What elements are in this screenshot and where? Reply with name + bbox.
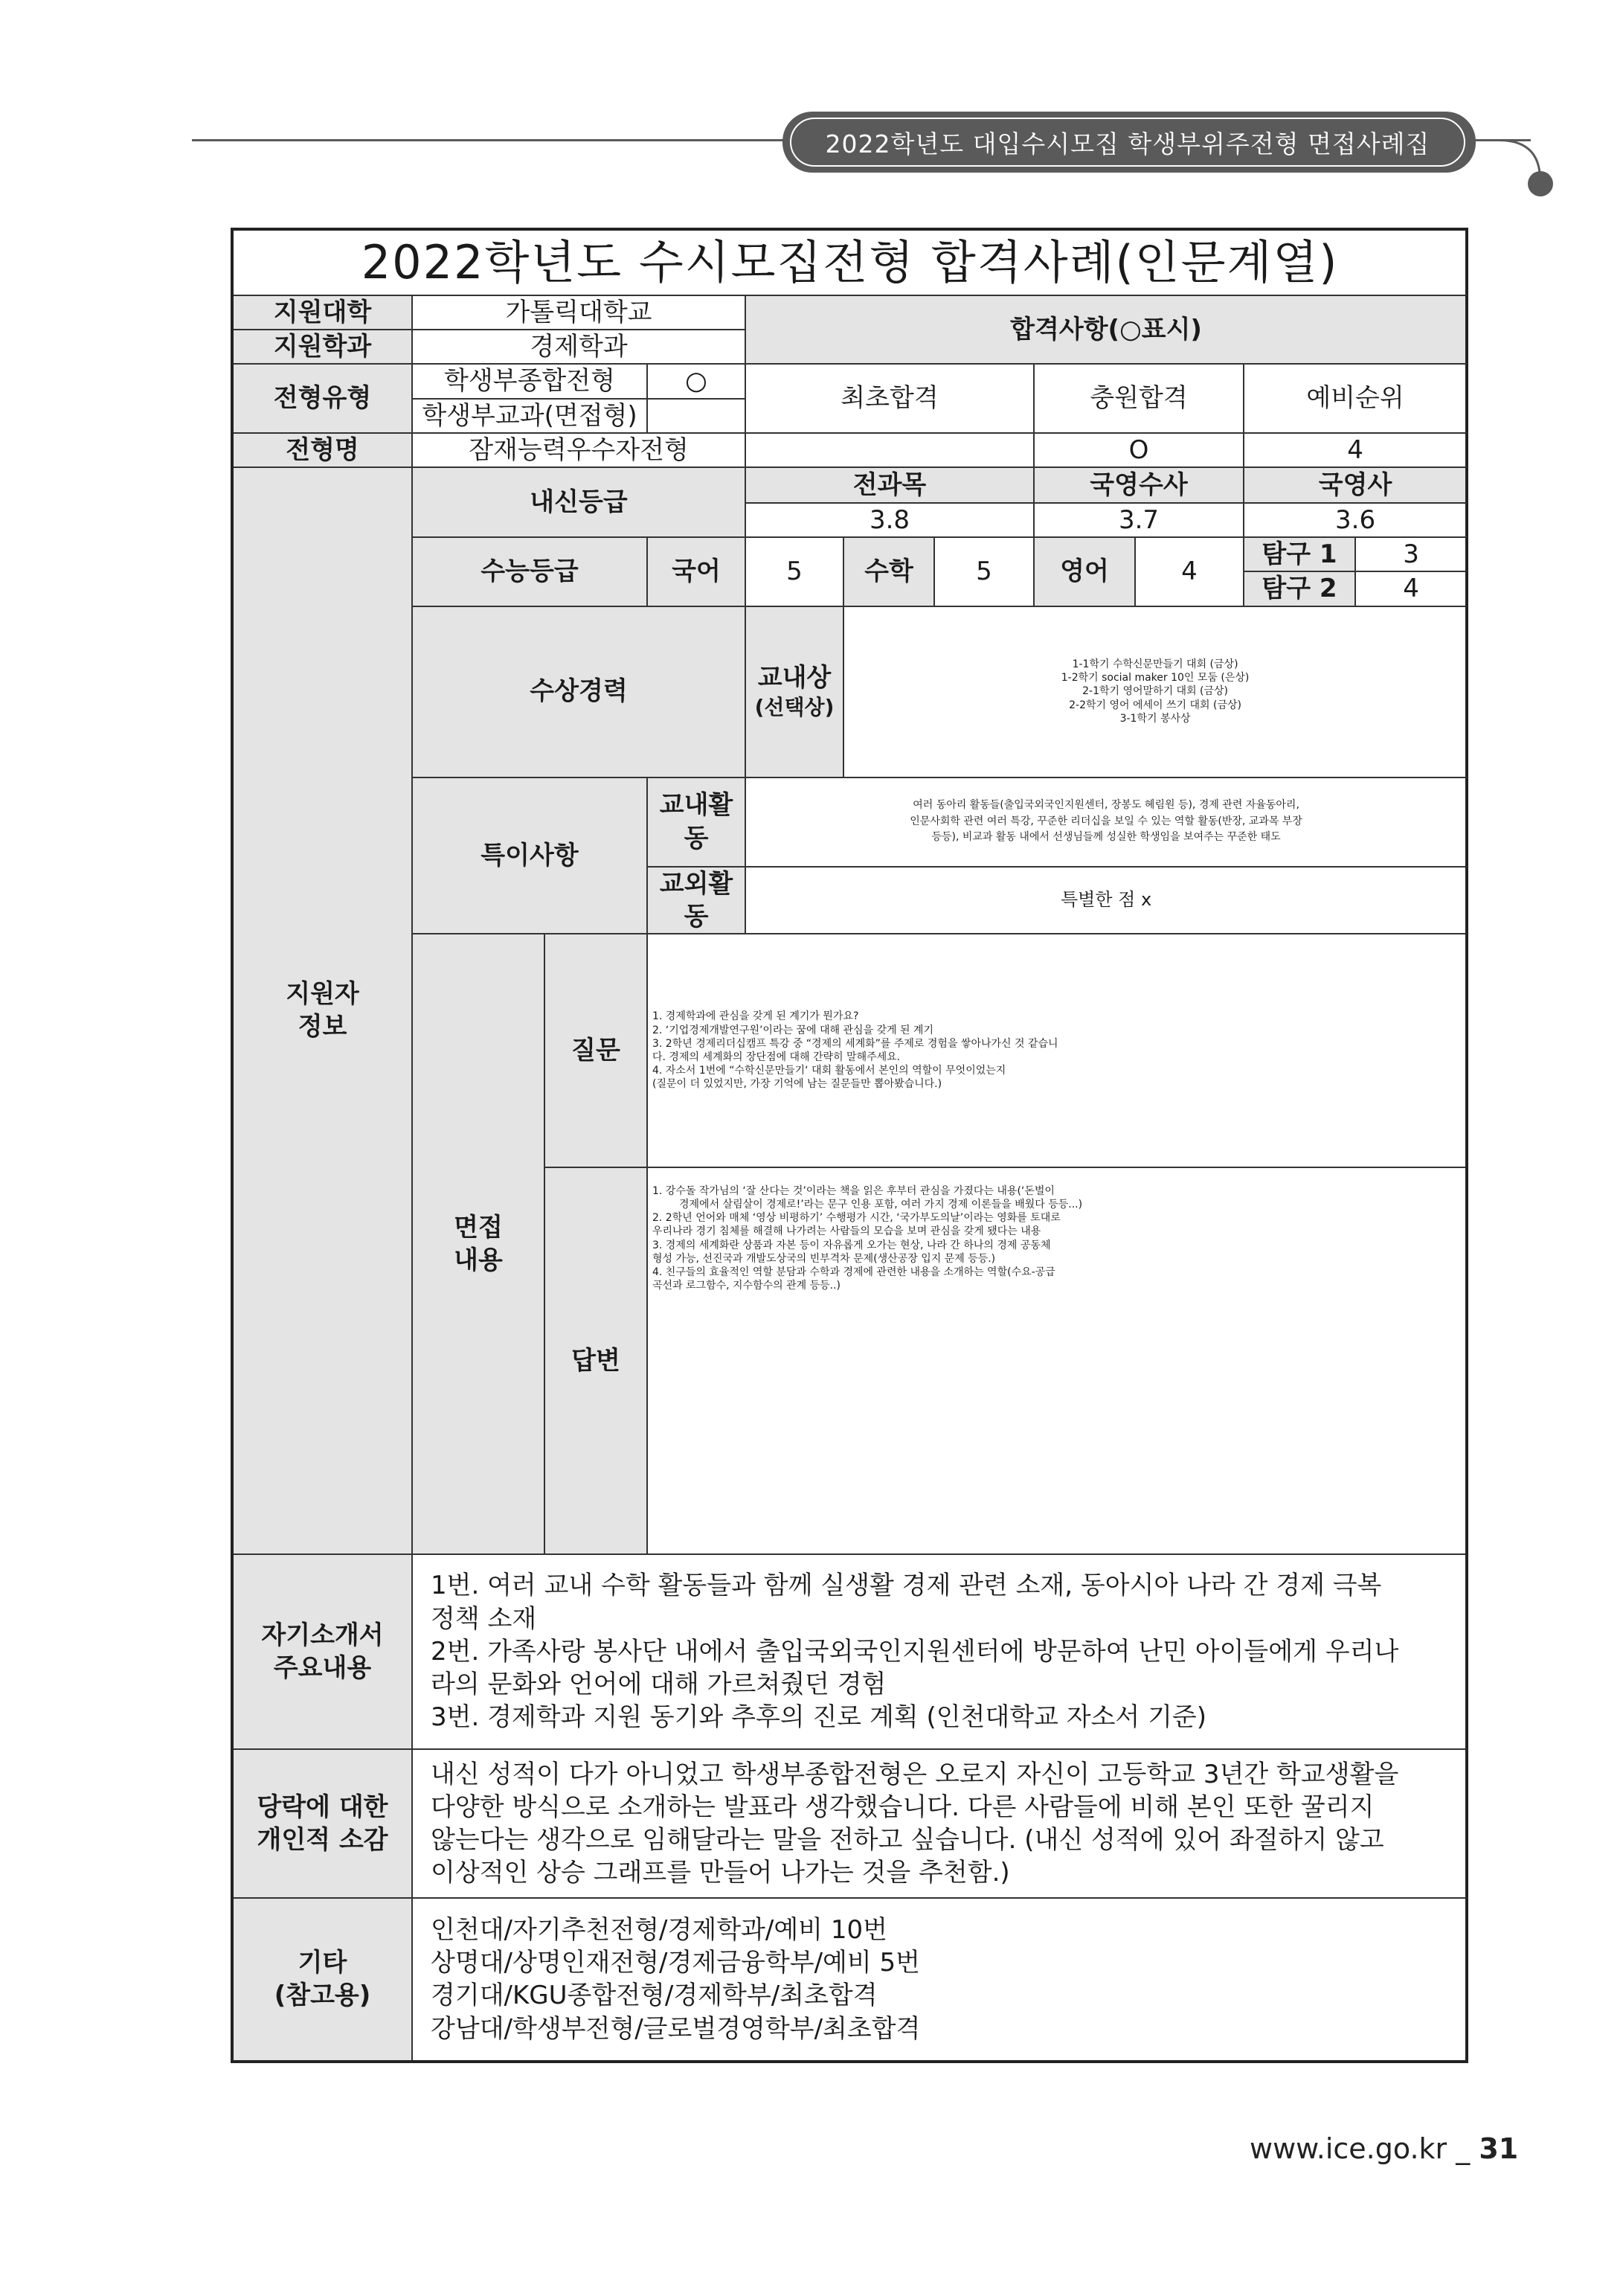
award-item: 1-1학기 수학신문만들기 대회 (금상) [1072,658,1238,671]
result-value-3: 4 [1244,433,1467,467]
answer-line: 1. 강수돌 작가님의 ‘잘 산다는 것’이라는 책을 읽은 후부터 관심을 가졌다는 내용(‘돈벌이 [652,1184,1055,1197]
award-list [843,606,1467,777]
question-line: 다. 경제의 세계화의 장단점에 대해 간략히 말해주세요. [652,1051,901,1063]
self-intro-line: 3번. 경제학과 지원 동기와 추후의 진로 계획 (인천대학교 자소서 기준) [431,1702,1207,1733]
question-line: (질문이 더 있었지만, 가장 기억에 남는 질문들만 뽑아봤습니다.) [652,1078,942,1091]
etc-line: 경기대/KGU종합전형/경제학부/최초합격 [431,1981,878,2011]
etc-line: 상명대/상명인재전형/경제금융학부/예비 5번 [431,1948,920,1978]
gpa-label: 내신등급 [412,467,745,537]
answer-list [647,1167,1467,1554]
answer-line: 3. 경제의 세계화란 상품과 자본 등이 자유롭게 오가는 현상, 나라 간 하나의 경제 공동체 [652,1239,1051,1251]
etc-label-line-2: (참고용) [274,1981,371,2011]
interview-label [412,934,544,1554]
inq1-value: 3 [1355,537,1467,571]
interview-label-line-1: 면접 [454,1212,503,1242]
header-banner: 2022학년도 대입수시모집 학생부위주전형 면접사례집 [790,118,1465,167]
award-item: 2-2학기 영어 에세이 쓰기 대회 (금상) [1069,699,1241,711]
result-header: 합격사항(○표시) [745,295,1467,364]
opinion-line: 이상적인 상승 그래프를 만들어 나가는 것을 추천함.) [431,1858,1010,1888]
opinion-content [412,1749,1467,1898]
eng-label: 영어 [1034,537,1135,606]
self-intro-label-line-1: 자기소개서 [261,1620,384,1650]
award-sub-label [745,606,843,777]
self-intro-label [232,1554,412,1749]
gpa-col-1: 전과목 [745,467,1034,503]
result-value-1 [745,433,1034,467]
award-label: 수상경력 [412,606,745,777]
page-footer [1250,2132,1518,2165]
header-dot [1528,171,1553,196]
award-item: 3-1학기 봉사상 [1119,712,1191,725]
type-label: 전형유형 [232,364,412,432]
result-col-3: 예비순위 [1244,364,1467,432]
inschool-line: 여러 동아리 활동들(출입국외국인지원센터, 장봉도 혜림원 등), 경제 관련 자율동아리, [913,798,1299,811]
question-line: 4. 자소서 1번에 “수학신문만들기‘ 대회 활동에서 본인의 역할이 무엇이었는지 [652,1065,1006,1077]
type-option-2-mark [647,399,745,433]
answer-line: 4. 친구들의 효율적인 역할 분담과 수학과 경제에 관련한 내용을 소개하는 역할(수요-공급 [652,1266,1055,1278]
self-intro-line: 2번. 가족사랑 봉사단 내에서 출입국외국인지원센터에 방문하여 난민 아이들에게 우리나 [431,1636,1399,1667]
type-option-1: 학생부종합전형 [412,364,647,398]
footer-site-link[interactable]: www.ice.go.kr [1250,2132,1447,2165]
self-intro-content [412,1554,1467,1749]
name-label: 전형명 [232,433,412,467]
opinion-label-line-2: 개인적 소감 [257,1824,388,1855]
eng-value: 4 [1135,537,1244,606]
opinion-label-line-1: 당락에 대한 [257,1792,388,1822]
answer-line: 곡선과 로그함수, 지수함수의 관계 등등..) [652,1280,841,1292]
result-value-2: O [1034,433,1244,467]
csat-label: 수능등급 [412,537,647,606]
math-label: 수학 [843,537,934,606]
dept-label: 지원학과 [232,330,412,364]
interview-label-line-2: 내용 [454,1245,503,1275]
type-option-2: 학생부교과(면접형) [412,399,647,433]
opinion-label [232,1749,412,1898]
award-item: 1-2학기 social maker 10인 모둠 (은상) [1061,672,1250,684]
page-number: 31 [1479,2132,1519,2165]
answer-line: 경제에서 살림살이 경제로!’라는 문구 인용 포함, 여러 가지 경제 이론들을 배웠다 등등...) [679,1199,1083,1211]
inschool-line: 등등), 비교과 활동 내에서 선생님들께 성실한 학생임을 보여주는 꾸준한 태도 [931,831,1281,844]
answer-line: 형성 가능, 선진국과 개발도상국의 빈부격차 문제(생산공장 입지 문제 등등.) [652,1252,996,1265]
gpa-col-2: 국영수사 [1034,467,1244,503]
kor-value: 5 [745,537,843,606]
result-col-2: 충원합격 [1034,364,1244,432]
inq2-label: 탐구 2 [1244,571,1355,606]
award-sub-line-1: 교내상 [757,663,832,693]
question-label: 질문 [544,934,647,1167]
univ-label: 지원대학 [232,295,412,330]
profile-label-line-2: 정보 [298,1012,347,1042]
etc-label [232,1898,412,2062]
question-line: 3. 2학년 경제리더십캠프 특강 중 “경제의 세계화”를 주제로 경험을 쌓아나가신 것 같습니 [652,1037,1058,1050]
profile-label [232,467,412,1554]
inschool-value [745,777,1467,867]
outschool-value: 특별한 점 x [745,867,1467,934]
opinion-line: 내신 성적이 다가 아니었고 학생부종합전형은 오로지 자신이 고등학교 3년간 학교생활을 [431,1759,1399,1789]
profile-label-line-1: 지원자 [286,979,359,1010]
question-list [647,934,1467,1167]
question-line: 1. 경제학과에 관심을 갖게 된 계기가 뭔가요? [652,1010,859,1023]
univ-value: 가톨릭대학교 [412,295,745,330]
gpa-val-2: 3.7 [1034,503,1244,537]
answer-line: 우리나라 경기 침체를 해결해 나가려는 사람들의 모습을 보며 관심을 갖게 됐다는 내용 [652,1225,1041,1238]
inq2-value: 4 [1355,571,1467,606]
opinion-line: 않는다는 생각으로 임해달라는 말을 전하고 싶습니다. (내신 성적에 있어 좌절하지 않고 [431,1824,1384,1855]
award-item: 2-1학기 영어말하기 대회 (금상) [1082,685,1229,698]
award-sub-line-2: (선택상) [754,695,835,720]
self-intro-label-line-2: 주요내용 [273,1652,372,1683]
inschool-line: 인문사회학 관련 여러 특강, 꾸준한 리더십을 보일 수 있는 역할 활동(반장, 교과목 부장 [910,815,1302,827]
page-title: 2022학년도 수시모집전형 합격사례(인문계열) [232,229,1467,295]
outschool-label: 교외활동 [647,867,745,934]
self-intro-line: 라의 문화와 언어에 대해 가르쳐줬던 경험 [431,1669,887,1699]
inschool-label: 교내활동 [647,777,745,867]
dept-value: 경제학과 [412,330,745,364]
gpa-val-3: 3.6 [1244,503,1467,537]
self-intro-line: 정책 소재 [431,1603,537,1634]
gpa-col-3: 국영사 [1244,467,1467,503]
math-value: 5 [934,537,1034,606]
inq1-label: 탐구 1 [1244,537,1355,571]
opinion-line: 다양한 방식으로 소개하는 발표라 생각했습니다. 다른 사람들에 비해 본인 또한 꿀리지 [431,1792,1375,1822]
footer-separator: _ [1447,2132,1479,2165]
self-intro-line: 1번. 여러 교내 수학 활동들과 함께 실생활 경제 관련 소재, 동아시아 나라 간 경제 극복 [431,1571,1382,1601]
kor-label: 국어 [647,537,745,606]
type-option-1-mark: ○ [647,364,745,398]
case-table [231,228,1468,2063]
etc-label-line-1: 기타 [298,1948,347,1978]
answer-label: 답변 [544,1167,647,1554]
name-value: 잠재능력우수자전형 [412,433,745,467]
gpa-val-1: 3.8 [745,503,1034,537]
etc-line: 인천대/자기추천전형/경제학과/예비 10번 [431,1915,887,1945]
etc-line: 강남대/학생부전형/글로벌경영학부/최초합격 [431,2013,921,2044]
result-col-1: 최초합격 [745,364,1034,432]
special-label: 특이사항 [412,777,647,934]
etc-content [412,1898,1467,2062]
question-line: 2. ‘기업경제개발연구원’이라는 꿈에 대해 관심을 갖게 된 계기 [652,1024,933,1036]
answer-line: 2. 2학년 언어와 매체 ‘영상 비평하기’ 수행평가 시간, ‘국가부도의날’이라는 영화를 토대로 [652,1212,1061,1225]
